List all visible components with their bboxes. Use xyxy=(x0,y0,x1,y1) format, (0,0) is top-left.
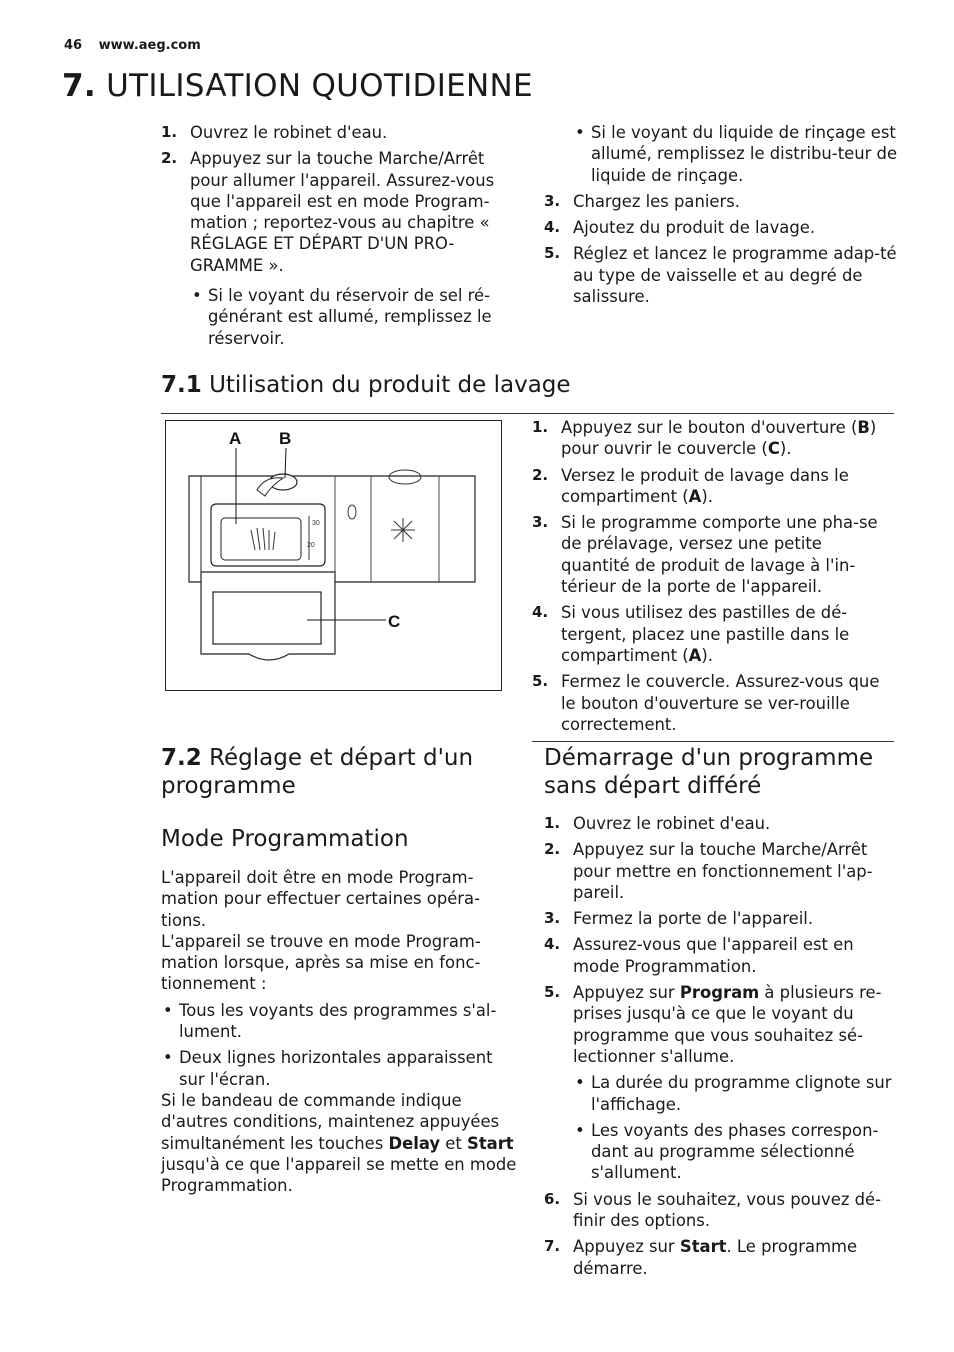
step-number: 2. xyxy=(161,149,178,168)
paragraph xyxy=(161,1090,517,1196)
step-text: . Le programme démarre. xyxy=(573,1237,858,1278)
figure-label-b: B xyxy=(279,429,292,448)
intro-right-column xyxy=(544,122,900,312)
reference-letter: A xyxy=(688,645,702,665)
step-number: 7. xyxy=(544,1237,561,1256)
mark-30-label: 30 xyxy=(312,520,320,527)
section-title: Utilisation du produit de lavage xyxy=(209,372,571,398)
reference-letter: C xyxy=(767,439,780,459)
step-number: 5. xyxy=(544,244,561,263)
bullet-item xyxy=(161,1000,517,1043)
heading-line1: Démarrage d'un programme xyxy=(544,745,874,771)
bullet-text: Si le voyant du réservoir de sel ré-générant est allumé, remplissez le réservoir. xyxy=(208,286,492,348)
heading-line2: sans départ différé xyxy=(544,773,762,799)
section-7-1-steps xyxy=(532,417,894,740)
section-title-line1: Réglage et départ d'un xyxy=(209,745,474,771)
list-item xyxy=(532,512,894,597)
list-item xyxy=(532,671,894,735)
paragraph-text: et xyxy=(440,1133,468,1153)
bullet-text: La durée du programme clignote sur l'affichage. xyxy=(591,1073,892,1114)
reference-letter: A xyxy=(688,486,702,506)
step-text: ). xyxy=(701,645,713,665)
step-text: Fermez le couvercle. Assurez-vous que le bouton d'ouverture se ver-rouille correctement. xyxy=(561,672,880,734)
section-7-1-heading xyxy=(161,371,571,399)
bullet-item xyxy=(161,1047,517,1090)
bullet-item xyxy=(573,122,900,186)
list-item xyxy=(544,839,900,903)
section-divider-right xyxy=(532,741,894,742)
list-item xyxy=(544,191,900,212)
list-item xyxy=(544,982,900,1184)
bullet-icon: • xyxy=(163,1048,173,1068)
step-number: 3. xyxy=(544,909,561,928)
mark-20-label: 20 xyxy=(307,542,315,549)
demarrage-heading xyxy=(544,744,904,800)
step-text: Chargez les paniers. xyxy=(573,191,740,211)
step-text: ) pour ouvrir le couvercle ( xyxy=(561,418,877,459)
step-number: 3. xyxy=(544,191,561,210)
section-title-line2: programme xyxy=(161,773,296,799)
bullet-icon: • xyxy=(575,1073,585,1093)
list-item xyxy=(544,908,900,929)
step-text: Ouvrez le robinet d'eau. xyxy=(573,814,771,833)
step-number: 2. xyxy=(544,840,561,859)
step-text: Si le programme comporte une pha-se de prélavage, versez une petite quantité de produit de lavage à l'in-térieur de la porte de l'appareil. xyxy=(561,513,878,597)
start-key-label: Start xyxy=(467,1133,514,1153)
step-number: 3. xyxy=(532,513,549,532)
bullet-text: Tous les voyants des programmes s'al-lument. xyxy=(179,1000,497,1042)
paragraph-text: jusqu'à ce que l'appareil se mette en mode Programmation. xyxy=(161,1154,517,1196)
step-text: à plusieurs re-prises jusqu'à ce que le voyant du programme que vous souhaitez sé-lectionner s'allume. xyxy=(573,983,882,1066)
section-number: 7.2 xyxy=(161,745,202,771)
step-text: Ajoutez du produit de lavage. xyxy=(573,218,816,238)
demarrage-steps xyxy=(544,813,900,1284)
step-text: ). xyxy=(701,486,713,506)
step-text: Si vous utilisez des pastilles de dé-tergent, placez une pastille dans le compartiment ( xyxy=(561,603,850,665)
delay-key-label: Delay xyxy=(388,1133,441,1153)
figure-label-c: C xyxy=(388,612,401,631)
list-item xyxy=(544,243,900,307)
website-url[interactable]: www.aeg.com xyxy=(98,38,201,53)
step-text: Appuyez sur la touche Marche/Arrêt pour allumer l'appareil. Assurez-vous que l'appareil est en mode Program-mation ; reportez-vous au chapitre « RÉGLAGE ET DÉPART D'UN PRO-GRAMME ». xyxy=(190,149,495,275)
step-number: 5. xyxy=(544,983,561,1002)
step-number: 4. xyxy=(544,218,561,237)
figure-label-a: A xyxy=(229,429,242,448)
intro-left-column xyxy=(161,122,511,354)
mode-body xyxy=(161,867,517,1196)
list-item xyxy=(161,122,511,143)
step-number: 1. xyxy=(161,123,178,141)
bullet-icon: • xyxy=(163,1000,173,1020)
chapter-title xyxy=(62,68,533,104)
step-number: 4. xyxy=(532,603,549,622)
paragraph: L'appareil doit être en mode Program-mation pour effectuer certaines opéra-tions. xyxy=(161,868,481,930)
list-item xyxy=(532,602,894,666)
page-number: 46 xyxy=(64,38,83,53)
step-number: 4. xyxy=(544,935,561,954)
paragraph-text: Si le bandeau de commande indique d'autres conditions, maintenez appuyées simultanément les touches xyxy=(161,1090,500,1153)
chapter-title-text: UTILISATION QUOTIDIENNE xyxy=(106,68,533,104)
dispenser-illustration xyxy=(165,420,502,691)
mode-heading: Mode Programmation xyxy=(161,826,409,852)
paragraph: L'appareil se trouve en mode Program-mation lorsque, après sa mise en fonc-tionnement : xyxy=(161,931,481,994)
step-text: Appuyez sur xyxy=(573,1237,680,1257)
section-7-2-heading xyxy=(161,744,521,800)
step-text: Appuyez sur xyxy=(573,983,680,1003)
program-key-label: Program xyxy=(679,983,760,1003)
detergent-dispenser-figure xyxy=(165,420,502,691)
bullet-item xyxy=(190,285,511,349)
page-header xyxy=(64,38,201,53)
list-item xyxy=(532,417,894,460)
step-text: Fermez la porte de l'appareil. xyxy=(573,909,814,929)
reference-letter: B xyxy=(857,418,870,437)
step-number: 1. xyxy=(532,418,549,436)
step-text: Assurez-vous que l'appareil est en mode Programmation. xyxy=(573,935,854,976)
step-text: Si vous le souhaitez, vous pouvez dé-finir des options. xyxy=(573,1189,882,1231)
bullet-item xyxy=(573,1120,900,1184)
rinse-aid-symbol-icon xyxy=(391,518,415,542)
step-number: 1. xyxy=(544,814,561,832)
start-key-label: Start xyxy=(679,1237,727,1257)
list-item xyxy=(544,934,900,977)
list-item xyxy=(544,1236,900,1279)
list-item xyxy=(544,1189,900,1232)
step-text: Appuyez sur le bouton d'ouverture ( xyxy=(561,418,858,437)
step-text: Appuyez sur la touche Marche/Arrêt pour mettre en fonctionnement l'ap-pareil. xyxy=(573,840,873,902)
step-text: Ouvrez le robinet d'eau. xyxy=(190,123,388,142)
bullet-text: Si le voyant du liquide de rinçage est allumé, remplissez le distribu-teur de liquide de rinçage. xyxy=(591,123,898,185)
bullet-icon: • xyxy=(192,286,202,306)
section-divider xyxy=(161,413,894,414)
section-number: 7.1 xyxy=(161,372,202,398)
list-item xyxy=(544,217,900,238)
bullet-icon: • xyxy=(575,1120,585,1140)
step-text: ). xyxy=(779,439,792,459)
bullet-item xyxy=(573,1072,900,1115)
step-number: 2. xyxy=(532,465,549,484)
list-item xyxy=(532,465,894,508)
step-number: 6. xyxy=(544,1189,561,1208)
step-number: 5. xyxy=(532,672,549,691)
step-text: Réglez et lancez le programme adap-té au type de vaisselle et au degré de salissure. xyxy=(573,244,897,307)
list-item xyxy=(544,813,900,834)
bullet-icon: • xyxy=(575,123,585,142)
chapter-number: 7. xyxy=(62,68,96,104)
step-text: Versez le produit de lavage dans le compartiment ( xyxy=(561,465,849,506)
bullet-text: Deux lignes horizontales apparaissent sur l'écran. xyxy=(179,1048,493,1089)
list-item xyxy=(161,148,511,349)
bullet-text: Les voyants des phases correspon-dant au programme sélectionné s'allument. xyxy=(591,1120,879,1183)
